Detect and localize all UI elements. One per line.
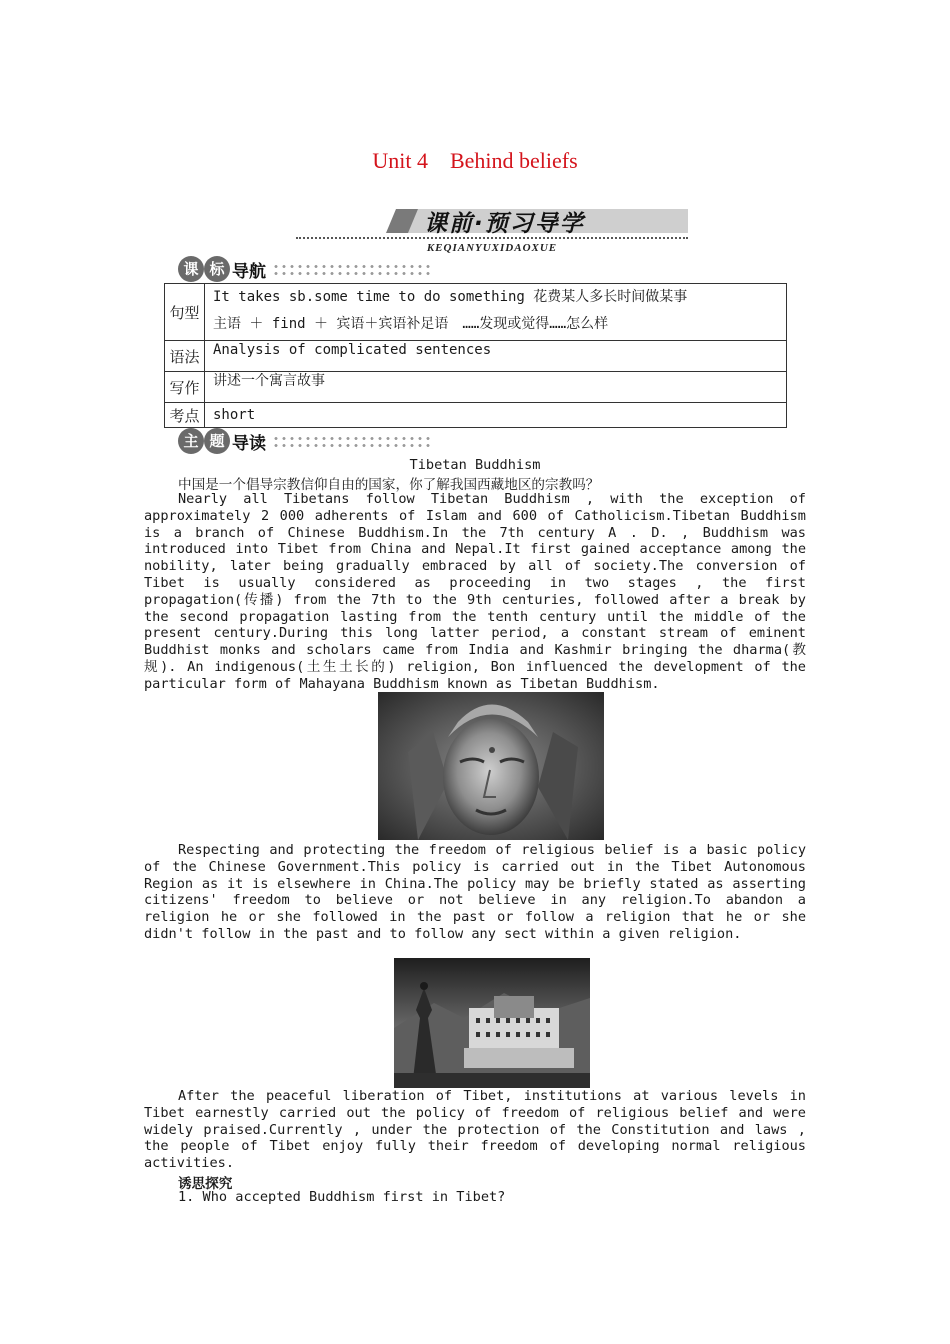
section-banner	[296, 207, 688, 255]
row-value-line: short	[213, 407, 256, 423]
row-value	[205, 372, 787, 403]
table-row	[165, 341, 787, 372]
banner-subtitle: KEQIANYUXIDAOXUE	[426, 242, 558, 254]
paragraph-1: Nearly all Tibetans follow Tibetan Buddhism , with the exception of approximately 2 000 adherents of Islam and 600 of Catholicism.Tibetan Buddhism is a branch of Chinese Buddhism.In the 7th century A . D. , Buddhism was introduced into Tibet from China and Nepal.It first gained acceptance among the nobility, later being gradually embraced by all of society.The conversion of Tibet is usually considered as proceeding in two stages , the first propagation(传播) from the 7th to the 9th centuries, followed after a break by the second propagation lasting from the tenth century until the middle of the present century.During this long latter period, a constant stream of eminent Buddhist monks and scholars came from India and Kashmir bringing the dharma(教规). An indigenous(土生土长的) religion, Bon influenced the development of the particular form of Mahayana Buddhism known as Tibetan Buddhism.	[144, 491, 806, 692]
row-value-line: 主语 ＋ find ＋ 宾语＋宾语补足语 ……发现或觉得……怎么样	[213, 316, 609, 332]
row-key: 语法	[165, 341, 205, 372]
badge-char-2: 题	[204, 428, 230, 454]
badge-dots	[272, 435, 434, 449]
badge-char-2: 标	[204, 256, 230, 282]
badge-char-1: 主	[178, 428, 204, 454]
article-question: 中国是一个倡导宗教信仰自由的国家，你了解我国西藏地区的宗教吗？	[178, 477, 600, 493]
paragraph-2: Respecting and protecting the freedom of religious belief is a basic policy of the Chinese Government.This policy is carried out in the Tibet Autonomous Region as it is elsewhere in China.The policy may be briefly stated as asserting citizens' freedom to believe or not believe in any religion.To abandon a religion he or she followed in the past or follow a religion that he or she didn't follow in the past and to follow any sect within a given religion.	[144, 842, 806, 942]
badge-char-1: 课	[178, 256, 204, 282]
badge-dots	[272, 263, 434, 277]
row-value	[205, 284, 787, 341]
row-value	[205, 403, 787, 428]
badge-text: 导航	[232, 262, 266, 282]
buddha-statue-photo	[378, 692, 604, 840]
row-key: 写作	[165, 372, 205, 403]
table-row	[165, 372, 787, 403]
row-key: 考点	[165, 403, 205, 428]
potala-palace-photo	[394, 958, 590, 1088]
badge-text: 导读	[232, 434, 266, 454]
banner-rule	[296, 237, 688, 239]
row-key: 句型	[165, 284, 205, 341]
row-value-line: It takes sb.some time to do something 花费某人多长时间做某事	[213, 289, 688, 305]
table-row	[165, 403, 787, 428]
row-value-line: 讲述一个寓言故事	[213, 373, 325, 389]
row-value	[205, 341, 787, 372]
section-badge-navigation	[178, 256, 438, 284]
article-heading: Tibetan Buddhism	[409, 457, 541, 473]
overview-table	[164, 283, 787, 428]
page-title: Unit 4 Behind beliefs	[372, 148, 578, 173]
think-heading: 诱思探究	[178, 1176, 233, 1192]
table-row	[165, 284, 787, 341]
banner-label: 课前·预习导学	[424, 211, 585, 237]
question-1: 1. Who accepted Buddhism first in Tibet?	[178, 1189, 506, 1205]
section-badge-reading	[178, 428, 438, 456]
paragraph-3: After the peaceful liberation of Tibet, institutions at various levels in Tibet earnestly carried out the policy of freedom of religious belief and were widely praised.Currently , under the protection of the Constitution and laws , the people of Tibet enjoy fully their freedom of developing normal religious activities.	[144, 1088, 806, 1172]
row-value-line: Analysis of complicated sentences	[213, 342, 492, 358]
